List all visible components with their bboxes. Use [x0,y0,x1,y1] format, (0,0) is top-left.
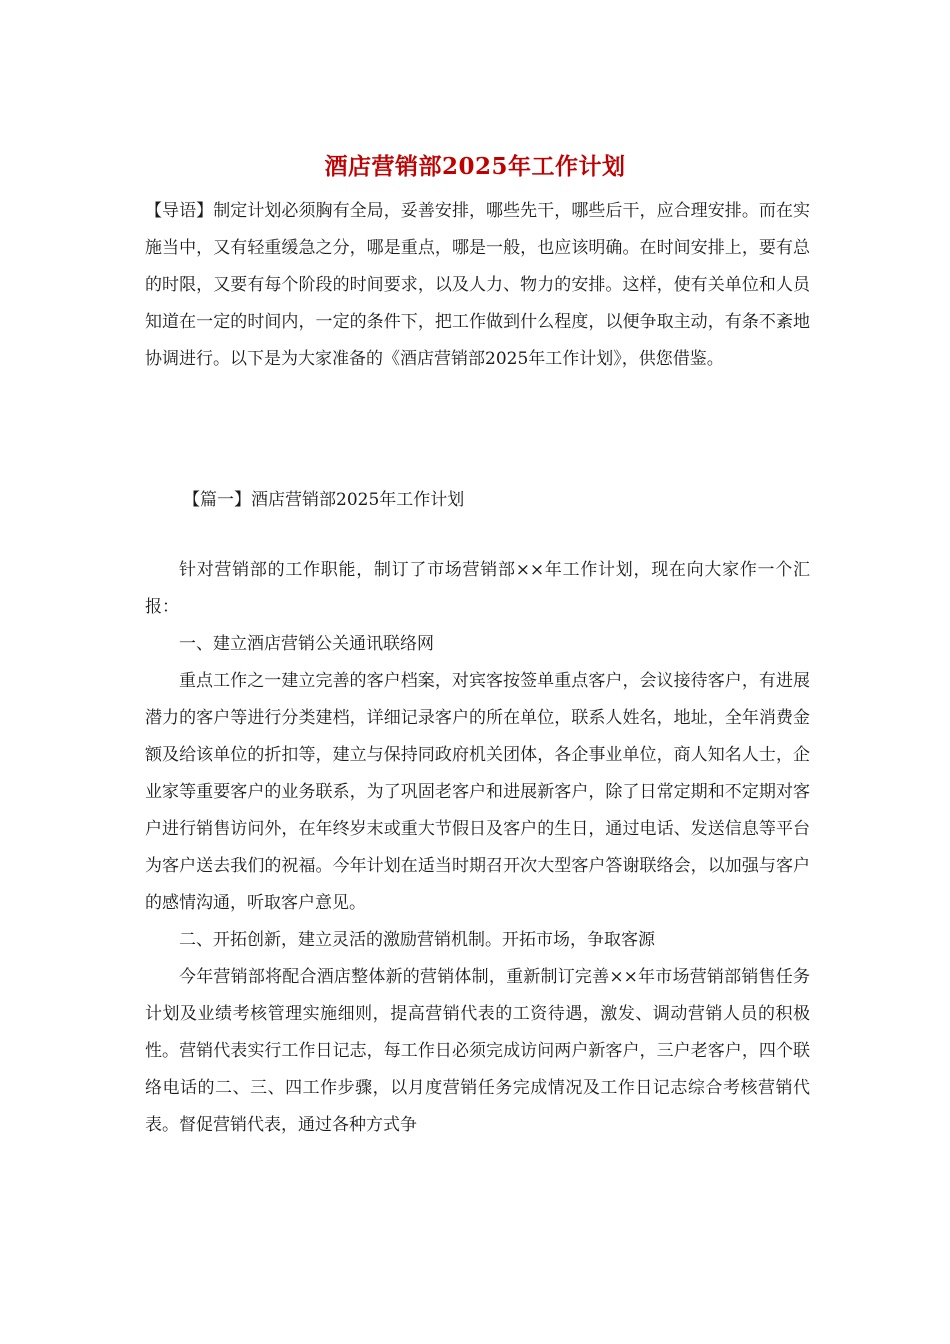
intro-paragraph: 【导语】制定计划必须胸有全局，妥善安排，哪些先干，哪些后干，应合理安排。而在实施当中，又有轻重缓急之分，哪是重点，哪是一般，也应该明确。在时间安排上，要有总的时限，又要有每个阶段的时间要求，以及人力、物力的安排。这样，使有关单位和人员知道在一定的时间内，一定的条件下，把工作做到什么程度，以便争取主动，有条不紊地协调进行。以下是为大家准备的《酒店营销部2025年工作计划》，供您借鉴。 [145,201,810,369]
subheading: 二、开拓创新，建立灵活的激励营销机制。开拓市场，争取客源 [179,930,655,950]
section-heading: 【篇一】酒店营销部2025年工作计划 [183,490,465,510]
body-paragraph: 今年营销部将配合酒店整体新的营销体制，重新制订完善××年市场营销部销售任务计划及业绩考核管理实施细则，提高营销代表的工资待遇，激发、调动营销人员的积极性。营销代表实行工作日记志，每工作日必须完成访问两户新客户，三户老客户，四个联络电话的二、三、四工作步骤，以月度营销任务完成情况及工作日记志综合考核营销代表。督促营销代表，通过各种方式争 [145,967,810,1135]
body-paragraph: 针对营销部的工作职能，制订了市场营销部××年工作计划，现在向大家作一个汇报： [145,560,810,617]
body-text [145,552,810,1144]
body-paragraph: 重点工作之一建立完善的客户档案，对宾客按签单重点客户，会议接待客户，有进展潜力的客户等进行分类建档，详细记录客户的所在单位，联系人姓名，地址，全年消费金额及给该单位的折扣等，建立与保持同政府机关团体，各企事业单位，商人知名人士，企业家等重要客户的业务联系，为了巩固老客户和进展新客户，除了日常定期和不定期对客户进行销售访问外，在年终岁末或重大节假日及客户的生日，通过电话、发送信息等平台为客户送去我们的祝福。今年计划在适当时期召开次大型客户答谢联络会，以加强与客户的感情沟通，听取客户意见。 [145,671,810,913]
subheading: 一、建立酒店营销公关通讯联络网 [179,634,434,654]
document-title: 酒店营销部2025年工作计划 [324,153,626,180]
